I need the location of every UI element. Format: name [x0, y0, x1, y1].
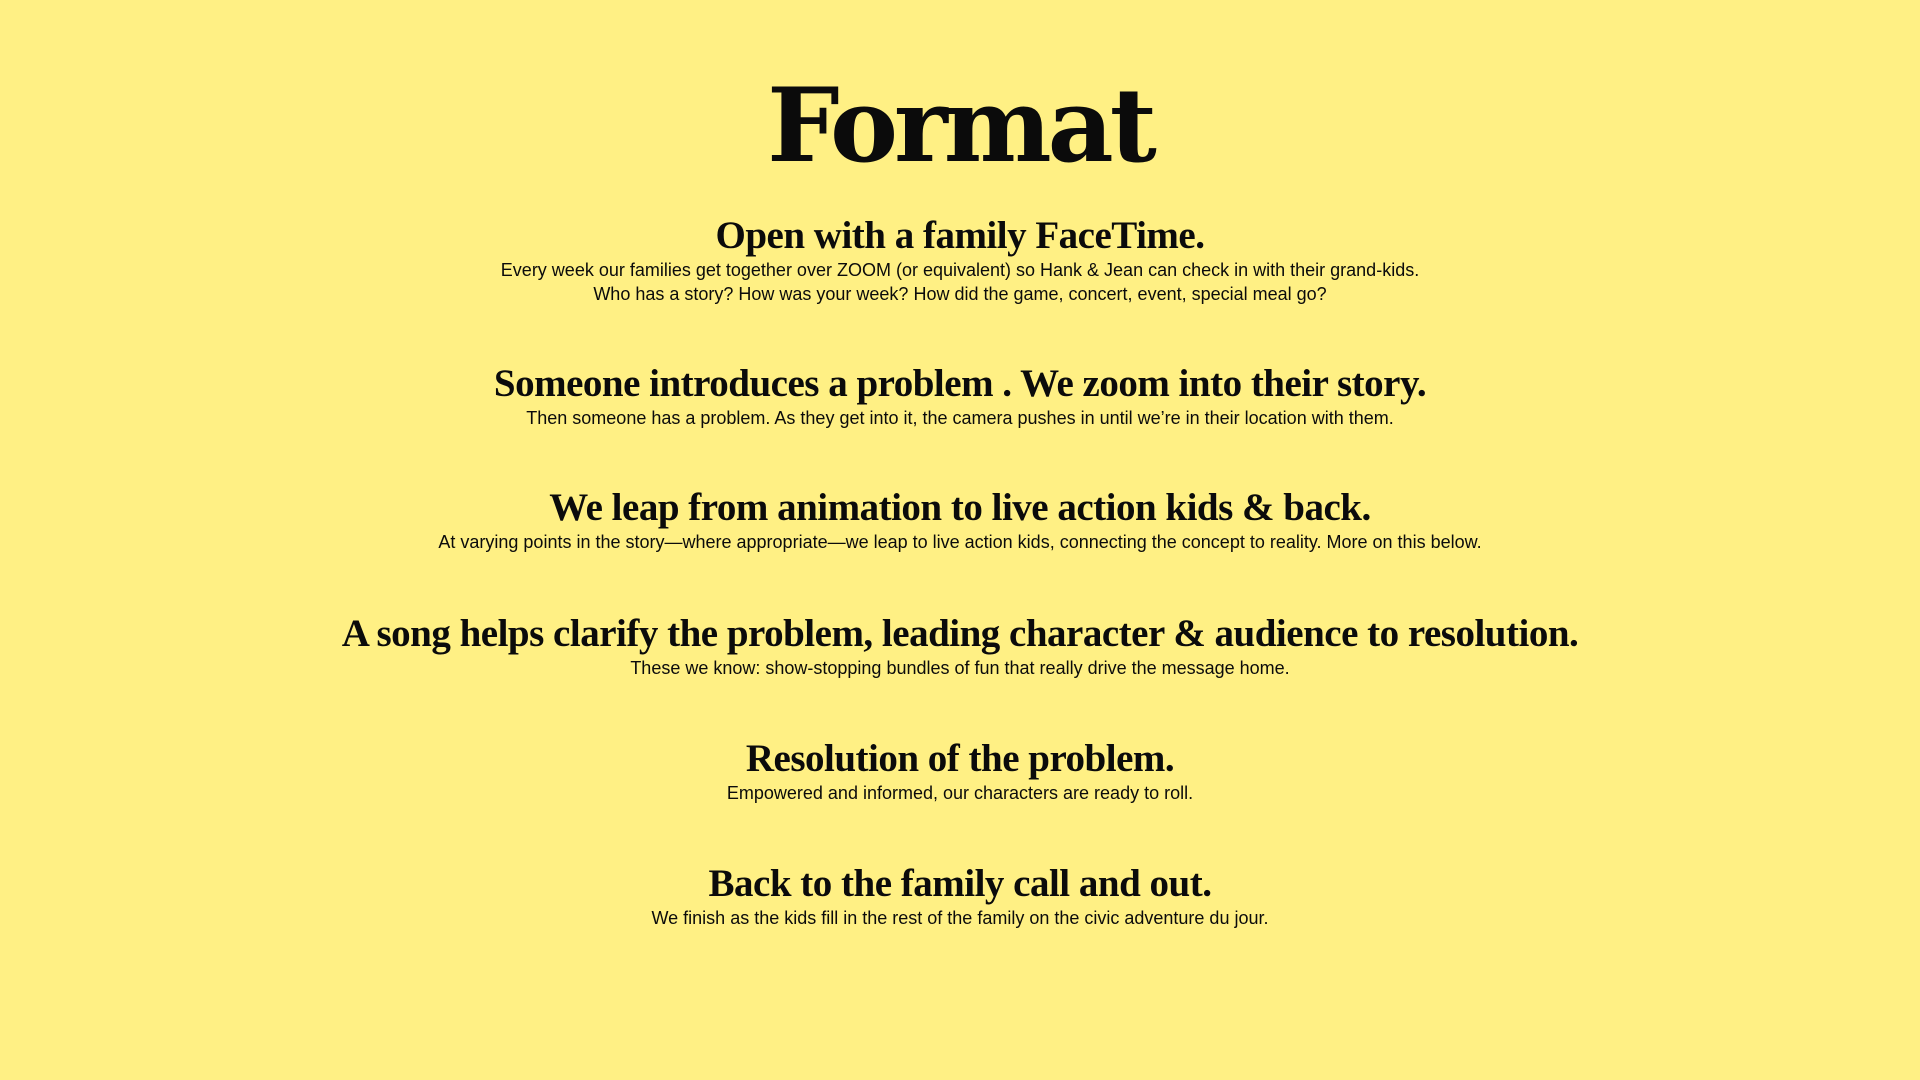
format-step-resolution	[0, 737, 1920, 805]
slide-title: Format	[767, 66, 1153, 186]
step-heading: Open with a family FaceTime.	[715, 214, 1205, 257]
step-description: Every week our families get together over ZOOM (or equivalent) so Hank & Jean can check in with their grand-kids. Who has a story? How was your week? How did the game, concert, event, special meal go?	[500, 260, 1420, 304]
format-step-live-action-leap	[0, 486, 1920, 554]
step-heading: Resolution of the problem.	[745, 737, 1175, 780]
step-heading: Back to the family call and out.	[708, 862, 1212, 905]
format-step-song	[0, 612, 1920, 680]
step-description: At varying points in the story—where appropriate—we leap to live action kids, connecting the concept to reality. More on this below.	[438, 532, 1482, 552]
step-description: These we know: show-stopping bundles of fun that really drive the message home.	[630, 658, 1290, 678]
step-heading: We leap from animation to live action kids & back.	[549, 486, 1371, 529]
step-description: Then someone has a problem. As they get into it, the camera pushes in until we’re in their location with them.	[526, 408, 1394, 428]
format-step-problem-introduced	[0, 362, 1920, 430]
step-description: We finish as the kids fill in the rest of the family on the civic adventure du jour.	[651, 908, 1269, 928]
format-step-back-to-call	[0, 862, 1920, 930]
step-description: Empowered and informed, our characters are ready to roll.	[726, 783, 1194, 803]
format-step-family-facetime	[0, 214, 1920, 306]
step-heading: Someone introduces a problem . We zoom into their story.	[493, 362, 1427, 405]
step-heading: A song helps clarify the problem, leading character & audience to resolution.	[341, 612, 1579, 655]
